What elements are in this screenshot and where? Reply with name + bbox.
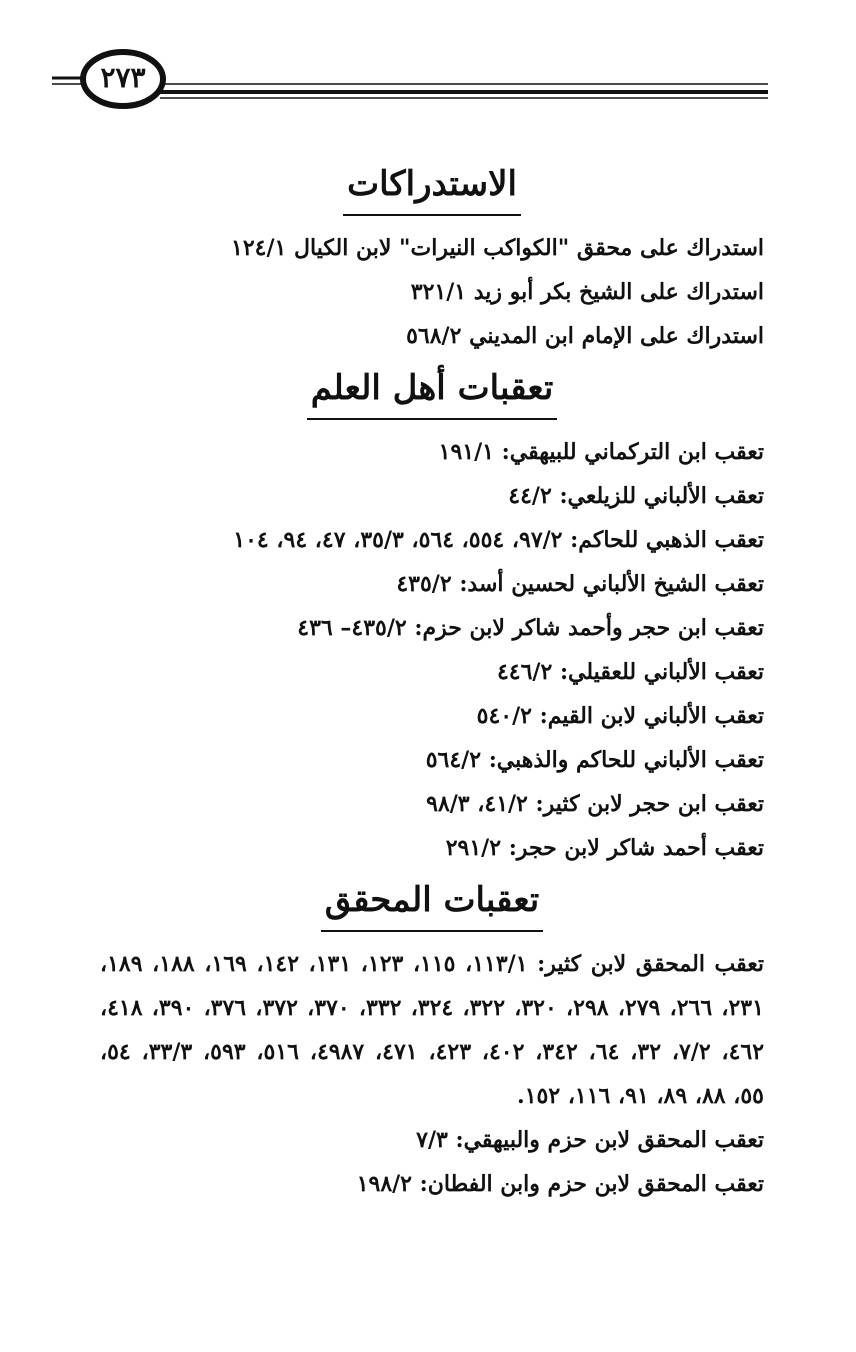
list-item: استدراك على محقق "الكواكب النيرات" لابن الكيال ١٢٤/١	[231, 235, 764, 261]
page-number: ٢٧٣	[100, 61, 146, 94]
list-item: تعقب الشيخ الألباني لحسين أسد: ٤٣٥/٢	[396, 571, 764, 597]
list-item: تعقب المحقق لابن حزم وابن الفطان: ١٩٨/٢	[356, 1171, 764, 1197]
list-item: استدراك على الشيخ بكر أبو زيد ٣٢١/١	[410, 279, 764, 305]
section-taaqqubat-ahl-al-ilm	[100, 364, 764, 420]
section-title: تعقبات أهل العلم	[307, 364, 558, 420]
list-item: تعقب ابن التركماني للبيهقي: ١٩١/١	[438, 439, 764, 465]
list-item: تعقب الألباني للعقيلي: ٤٤٦/٢	[496, 659, 764, 685]
section-taaqqubat-al-muhaqqiq	[100, 876, 764, 932]
index-paragraph: تعقب المحقق لابن كثير: ١١٣/١، ١١٥، ١٢٣، ١٣١، ١٤٢، ١٦٩، ١٨٨، ١٨٩، ٢٣١، ٢٦٦، ٢٧٩، ٢٩٨، ٣٢٠، ٣٢٢، ٣٢٤، ٣٣٢، ٣٧٠، ٣٧٢، ٣٧٦، ٣٩٠، ٤١٨، ٤٦٢، ٧/٢، ٣٢، ٦٤، ٣٤٢، ٤٠٢، ٤٢٣، ٤٧١، ٤٩٨٧، ٥١٦، ٥٩٣، ٣٣/٣، ٥٤، ٥٥، ٨٨، ٨٩، ٩١، ١١٦، ١٥٢.	[100, 951, 765, 1109]
list-item: تعقب المحقق لابن حزم والبيهقي: ٧/٣	[416, 1127, 764, 1153]
list-item: تعقب ابن حجر لابن كثير: ٤١/٢، ٩٨/٣	[426, 791, 764, 817]
index-content	[100, 160, 764, 1212]
list-item: تعقب الذهبي للحاكم: ٩٧/٢، ٥٥٤، ٥٦٤، ٣٥/٣، ٤٧، ٩٤، ١٠٤	[233, 527, 764, 553]
list-item: تعقب الألباني للحاكم والذهبي: ٥٦٤/٢	[425, 747, 764, 773]
section-entries	[100, 430, 764, 870]
list-item: تعقب أحمد شاكر لابن حجر: ٢٩١/٢	[445, 835, 764, 861]
list-item: استدراك على الإمام ابن المديني ٥٦٨/٢	[406, 323, 764, 349]
section-title: الاستدراكات	[343, 160, 521, 216]
section-entries	[100, 226, 764, 358]
section-title: تعقبات المحقق	[321, 876, 544, 932]
section-entries	[100, 942, 764, 1206]
page-header	[0, 0, 856, 140]
list-item: تعقب ابن حجر وأحمد شاكر لابن حزم: ٤٣٥/٢– ٤٣٦	[297, 615, 764, 641]
list-item: تعقب الألباني للزيلعي: ٤٤/٢	[508, 483, 764, 509]
list-item: تعقب الألباني لابن القيم: ٥٤٠/٢	[476, 703, 764, 729]
section-istidrakat	[100, 160, 764, 216]
